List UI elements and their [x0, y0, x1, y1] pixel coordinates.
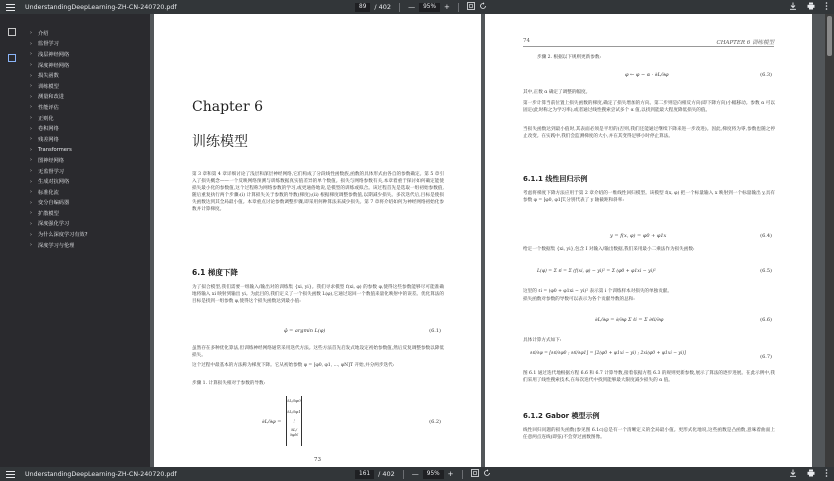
toolbar-divider — [462, 470, 463, 479]
outline-item-label: 损失函数 — [38, 73, 59, 80]
outline-item-label: 测量和改进 — [38, 94, 64, 101]
more-options-icon[interactable] — [825, 469, 828, 479]
subsection-heading: 6.1.2 Gabor 模型示例 — [523, 412, 600, 420]
outline-item[interactable] — [30, 134, 87, 145]
outline-item[interactable] — [30, 39, 87, 50]
page-total: / 402 — [374, 3, 392, 11]
equation-number: (6.4) — [760, 233, 772, 239]
equation: φ̂ = argmin L(φ) — [284, 328, 326, 334]
chapter-title: 训练模型 — [192, 134, 248, 150]
chevron-right-icon[interactable]: › — [30, 220, 32, 227]
outline-item-label: 介绍 — [38, 30, 49, 37]
chapter-intro-paragraph: 第 3 章和第 4 章详细讨论了浅层和深层神经网络,它们构成了分段线性函数族,函数的具体形式由各自的参数确定。第 5 章引入了损失概念——一个反映网络预测与训练数据真实值差异的单个数值。损失与网络参数有关,本章着重于探讨如何确定能使损失最小化的参数值,这个过程称为网络参数的学习,或更通俗地说,是模型的训练或拟合。该过程首先是选取一组初始参数值,随后重复执行两个步骤:(i) 计算损失关于参数的导数(梯度);(ii) 根据梯度调整参数值,以期减少损失。多次迭代后,目标是使损失函数达到其全局最小值。本章重点讨论参数调整步骤,即采用何种算法来减少损失。第 7 章将介绍如何为神经网络初始化参数并计算梯度。 — [192, 172, 444, 212]
subsection-heading: 6.1.1 线性回归示例 — [523, 175, 588, 183]
zoom-level-input[interactable]: 95% — [423, 470, 444, 479]
section-heading: 6.1 梯度下降 — [192, 268, 238, 277]
algorithm-step: 步骤 1. 计算损失相对于参数的导数: — [192, 381, 266, 386]
outline-item-label: 深度强化学习 — [38, 221, 70, 228]
outline-item-label: 监督学习 — [38, 41, 59, 48]
outline-item-label: 浅层神经网络 — [38, 51, 70, 58]
outline-item[interactable] — [30, 229, 87, 240]
chevron-right-icon[interactable]: › — [30, 210, 32, 217]
zoom-out-button[interactable]: — — [411, 470, 419, 478]
sidebar-icon-rail — [0, 14, 22, 467]
outline-item-label: 卷积网络 — [38, 126, 59, 133]
outline-item[interactable] — [30, 187, 87, 198]
chevron-right-icon[interactable]: › — [30, 146, 32, 153]
chevron-right-icon[interactable]: › — [30, 104, 32, 111]
chevron-right-icon[interactable]: › — [30, 189, 32, 196]
outline-item-label: 深度学习与伦理 — [38, 242, 75, 249]
outline-item-label: 残差网络 — [38, 136, 59, 143]
chevron-right-icon[interactable]: › — [30, 178, 32, 185]
zoom-in-button[interactable]: + — [447, 470, 454, 478]
algorithm-step: 步骤 2. 根据以下规则更新参数: — [537, 55, 601, 60]
document-outline — [30, 28, 87, 250]
zoom-level-input[interactable]: 95% — [419, 3, 440, 12]
toolbar-divider — [399, 3, 400, 12]
chevron-right-icon[interactable]: › — [30, 51, 32, 58]
more-options-icon[interactable] — [825, 2, 828, 12]
outline-icon[interactable] — [8, 54, 16, 62]
chevron-right-icon[interactable]: › — [30, 199, 32, 206]
gradient-vector: ∂L/∂φ0 ∂L/∂φ1 ⋮ ∂L/∂φN — [286, 396, 302, 446]
menu-icon[interactable] — [6, 3, 15, 12]
outline-item[interactable] — [30, 208, 87, 219]
page-number-input[interactable]: 89 — [355, 3, 370, 12]
outline-item-label: 变分自编码器 — [38, 200, 70, 207]
paragraph: 第一步计算当前位置上损失函数的梯度,确定了损失增加的方向。第二步则是向相反方向(即下降方向)小幅移动。参数 α 可以固定(此时称之为学习率),或者通过线性搜索尝试多个 α 值,以找到能最大程度降低损失的值。 — [523, 101, 775, 113]
outline-item[interactable] — [30, 123, 87, 134]
paragraph: 其中,正数 α 确定了调整的幅度。 — [523, 90, 591, 95]
document-title: UnderstandingDeepLearning-ZH-CN-240720.pdf — [25, 3, 177, 11]
chevron-right-icon[interactable]: › — [30, 157, 32, 164]
equation: L(φ) = Σ ℓi = Σ (f(xi, φ) − yi)² = Σ (φ0 + φ1xi − yi)² — [537, 269, 656, 274]
outline-item[interactable] — [30, 28, 87, 39]
outline-item[interactable] — [30, 198, 87, 209]
outline-item[interactable] — [30, 176, 87, 187]
download-icon[interactable] — [789, 2, 797, 12]
equation: ∂ℓi/∂φ = [∂ℓi/∂φ0 ; ∂ℓi/∂φ1] = [2(φ0 + φ1xi − yi) ; 2xi(φ0 + φ1xi − yi)] — [530, 351, 686, 356]
outline-item-label: 扩散模型 — [38, 210, 59, 217]
outline-item-label: 为什么深度学习有效? — [38, 232, 88, 239]
page-number-input[interactable]: 161 — [355, 470, 374, 479]
chevron-right-icon[interactable]: › — [30, 93, 32, 100]
zoom-out-button[interactable]: — — [408, 3, 416, 11]
outline-item-label: 图神经网络 — [38, 157, 64, 164]
chevron-right-icon[interactable]: › — [30, 83, 32, 90]
equation-number: (6.3) — [760, 72, 772, 78]
paragraph: 图 6.1 通过迭代地根据方程 6.6 和 6.7 计算导数,接着依据方程 6.3 的规则更新参数,展示了算法的逐步进展。在此示例中,我们采用了线性搜索技术,在每次迭代中找到能够最大限度减少损失的 α 值。 — [523, 371, 776, 383]
outline-item[interactable] — [30, 81, 87, 92]
outline-item[interactable] — [30, 155, 87, 166]
outline-item[interactable] — [30, 102, 87, 113]
paragraph: 线性回归问题的损失函数(参见图 6.1c)总是有一个清晰定义的全局最小值。更形式化地说,这些函数是凸函数,意味着曲面上任意两点连线(即弦)不会穿过函数图像。 — [523, 428, 775, 440]
chevron-right-icon[interactable]: › — [30, 168, 32, 175]
paragraph: 考虑将梯度下降方法应用于第 2 章介绍的一维线性回归模型。该模型 f(x, φ) 把一个标量输入 x 映射到一个标量输出 y,具有参数 φ = [φ0, φ1]T,分别代表了 y 轴截距和斜率: — [523, 191, 775, 203]
chevron-right-icon[interactable]: › — [30, 115, 32, 122]
header-rule — [523, 46, 774, 47]
paragraph: 这个过程中最基本的方法称为梯度下降。它从初始参数 φ = [φ0, φ1, ..., φN]T 开始,并分两步迭代: — [192, 363, 395, 368]
paragraph: 这里的 ℓi = (φ0 + φ1xi − yi)² 表示第 i 个训练样本对损失的单独贡献。 — [523, 289, 672, 294]
chevron-right-icon[interactable]: › — [30, 136, 32, 143]
outline-item-label: 训练模型 — [38, 83, 59, 90]
equation-number: (6.5) — [760, 268, 772, 274]
equation-number: (6.1) — [429, 328, 441, 334]
rotate-icon[interactable] — [483, 469, 491, 479]
equation: ∂L/∂φ = ∂/∂φ Σ ℓi = Σ ∂ℓi/∂φ — [595, 317, 664, 323]
outline-item[interactable] — [30, 49, 87, 60]
outline-item[interactable] — [30, 145, 87, 156]
thumbnails-icon[interactable] — [8, 28, 16, 36]
page-number: 73 — [314, 457, 321, 463]
download-icon[interactable] — [789, 469, 797, 479]
chevron-right-icon[interactable]: › — [30, 40, 32, 47]
running-head: CHAPTER 6 训练模型 — [716, 40, 774, 46]
outline-item[interactable] — [30, 240, 87, 251]
outline-item[interactable] — [30, 219, 87, 230]
equation-lhs: ∂L/∂φ = — [262, 419, 282, 425]
outline-item[interactable] — [30, 113, 87, 124]
outline-item[interactable] — [30, 166, 87, 177]
paragraph: 当损失函数达到最小值时,其表面必须是平坦的(否则,我们还能通过继续下降来进一步改进)。因此,梯度将为零,参数也随之停止改变。在实践中,我们会监测梯度的大小,并在其变得足够小时停止算法。 — [523, 127, 775, 139]
zoom-in-button[interactable]: + — [443, 3, 450, 11]
outline-item-label: 正则化 — [38, 115, 54, 122]
equation: y = f(x, φ) = φ0 + φ1x — [610, 233, 667, 239]
vertical-scrollbar[interactable] — [825, 14, 834, 467]
page-total: / 402 — [378, 470, 395, 478]
outline-item-label: 标准化流 — [38, 189, 59, 196]
outline-item-label: 深度神经网络 — [38, 62, 70, 69]
outline-item[interactable] — [30, 70, 87, 81]
chevron-right-icon[interactable]: › — [30, 72, 32, 79]
chevron-right-icon[interactable]: › — [30, 30, 32, 37]
menu-icon[interactable] — [6, 470, 15, 479]
chevron-right-icon[interactable]: › — [30, 231, 32, 238]
equation-number: (6.2) — [429, 419, 441, 425]
page-number: 74 — [523, 38, 530, 44]
pdf-page-73 — [154, 14, 481, 467]
outline-item-label: 无监督学习 — [38, 168, 64, 175]
equation-number: (6.6) — [760, 317, 772, 323]
outline-item[interactable] — [30, 92, 87, 103]
rotate-icon[interactable] — [479, 2, 487, 12]
pdf-page-74 — [485, 14, 812, 467]
print-icon[interactable] — [807, 469, 815, 479]
viewer-toolbar-top — [0, 0, 834, 14]
outline-item-label: Transformers — [38, 146, 72, 153]
paragraph: 给定一个数据集 {xi, yi},包含 I 对输入/输出数据,我们采用最小二乘法作为损失函数: — [523, 247, 695, 252]
outline-sidebar — [0, 14, 150, 467]
outline-item[interactable] — [30, 60, 87, 71]
fit-page-icon[interactable] — [467, 2, 475, 12]
equation-number: (6.7) — [760, 354, 772, 360]
chapter-number: Chapter 6 — [192, 99, 263, 115]
chevron-right-icon[interactable]: › — [30, 242, 32, 249]
paragraph: 虽然存在多种优化算法,但训练神经网络通常采用迭代方法。这些方法首先启发式地设定初始参数值,然后反复调整参数以降低损失。 — [192, 346, 444, 358]
fit-page-icon[interactable] — [471, 469, 479, 479]
document-viewport[interactable] — [150, 14, 834, 467]
scrollbar-thumb[interactable] — [827, 16, 832, 56]
outline-item-label: 生成对抗网络 — [38, 179, 70, 186]
equation: φ ← φ − α · ∂L/∂φ — [625, 72, 669, 78]
outline-item-label: 性能评估 — [38, 104, 59, 111]
toolbar-divider — [403, 470, 404, 479]
document-title: UnderstandingDeepLearning-ZH-CN-240720.pdf — [25, 470, 177, 478]
viewer-toolbar-bottom — [0, 467, 834, 481]
paragraph: 损失函数对参数的导数可以表示为各个贡献导数的总和: — [523, 297, 635, 302]
paragraph: 为了拟合模型,我们需要一组输入/输出对的训练集 {xi, yi}。我们寻求模型 f(xi, φ) 的参数 φ,使得这些参数能够尽可能准确地将输入 xi 映射到输出 yi。为此目的,我们定义了一个损失函数 L(φ),它通过返回一个数值来量化映射中的误差。优化算法的目标是找到一组参数 φ,使得这个损失函数达到最小值: — [192, 285, 444, 304]
print-icon[interactable] — [807, 2, 815, 12]
paragraph: 具体计算方式如下: — [523, 338, 562, 343]
chevron-right-icon[interactable]: › — [30, 125, 32, 132]
chevron-right-icon[interactable]: › — [30, 62, 32, 69]
toolbar-divider — [458, 3, 459, 12]
